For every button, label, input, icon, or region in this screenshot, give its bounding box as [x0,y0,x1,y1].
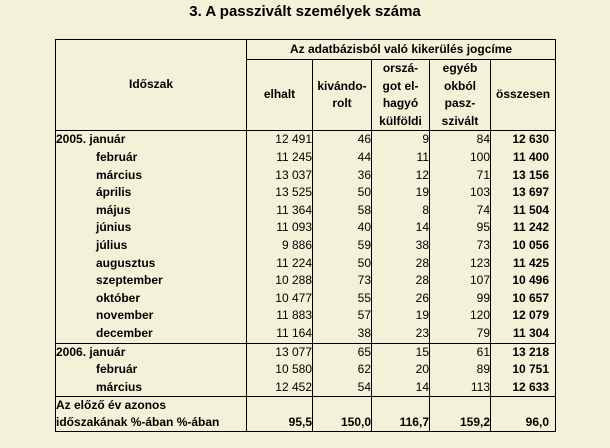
footer-value-cell: 96,0 [491,397,556,432]
row-value-cell: 28 [372,255,430,273]
row-value-cell: 99 [430,290,491,308]
row-value-cell: 9 [372,131,430,149]
row-value-cell: 61 [430,343,491,361]
footer-value-cell: 150,0 [313,397,372,432]
row-value-cell: 11 224 [247,255,313,273]
table-row [56,272,556,290]
row-value-cell: 103 [430,184,491,202]
row-period-label: október [56,290,247,308]
row-period-label: december [56,325,247,343]
row-period-label: február [56,149,247,167]
row-value-cell: 10 580 [247,361,313,379]
row-value-cell: 40 [313,219,372,237]
row-value-cell: 11 364 [247,202,313,220]
group-header: Az adatbázisból való kikerülés jogcíme [247,40,556,60]
row-value-cell: 36 [313,167,372,185]
page-title: 3. A passzivált személyek száma [189,3,421,20]
row-value-cell: 74 [430,202,491,220]
row-value-cell: 11 093 [247,219,313,237]
footer-value-cell: 159,2 [430,397,491,432]
row-value-cell: 10 288 [247,272,313,290]
row-value-cell: 11 304 [491,325,556,343]
row-value-cell: 79 [430,325,491,343]
row-value-cell: 100 [430,149,491,167]
row-value-cell: 46 [313,131,372,149]
row-value-cell: 11 164 [247,325,313,343]
row-value-cell: 13 697 [491,184,556,202]
row-value-cell: 13 218 [491,343,556,361]
row-period-label: március [56,379,247,397]
row-period-label: 2006. január [56,343,247,361]
row-period-label: május [56,202,247,220]
row-value-cell: 13 077 [247,343,313,361]
row-value-cell: 11 [372,149,430,167]
footer-label-line2: időszakának %-ában %-ában [56,415,220,430]
row-value-cell: 12 079 [491,307,556,325]
row-value-cell: 73 [313,272,372,290]
row-period-label: július [56,237,247,255]
row-value-cell: 89 [430,361,491,379]
row-period-label: november [56,307,247,325]
row-value-cell: 12 630 [491,131,556,149]
row-value-cell: 38 [372,237,430,255]
row-value-cell: 62 [313,361,372,379]
table-row [56,325,556,343]
row-value-cell: 13 525 [247,184,313,202]
period-header: Időszak [56,40,247,131]
row-period-label: augusztus [56,255,247,273]
table-row [56,237,556,255]
row-value-cell: 57 [313,307,372,325]
row-value-cell: 55 [313,290,372,308]
table-row [56,149,556,167]
table-row [56,167,556,185]
row-value-cell: 10 657 [491,290,556,308]
row-value-cell: 95 [430,219,491,237]
row-value-cell: 11 400 [491,149,556,167]
row-value-cell: 12 452 [247,379,313,397]
footer-value-cell: 116,7 [372,397,430,432]
col-kulfoldi-header: orszá- got el- hagyó külföldi [372,60,430,131]
row-period-label: március [56,167,247,185]
row-value-cell: 54 [313,379,372,397]
row-value-cell: 11 245 [247,149,313,167]
table-row [56,361,556,379]
row-value-cell: 9 886 [247,237,313,255]
table-row [56,290,556,308]
row-value-cell: 44 [313,149,372,167]
row-period-label: szeptember [56,272,247,290]
table-row [56,255,556,273]
row-value-cell: 120 [430,307,491,325]
data-table [55,39,556,432]
row-value-cell: 38 [313,325,372,343]
row-value-cell: 15 [372,343,430,361]
row-value-cell: 71 [430,167,491,185]
row-value-cell: 12 491 [247,131,313,149]
footer-value-cell: 95,5 [247,397,313,432]
row-value-cell: 8 [372,202,430,220]
row-value-cell: 14 [372,219,430,237]
row-period-label: június [56,219,247,237]
row-value-cell: 12 633 [491,379,556,397]
row-value-cell: 10 496 [491,272,556,290]
row-value-cell: 11 242 [491,219,556,237]
row-value-cell: 113 [430,379,491,397]
row-value-cell: 65 [313,343,372,361]
row-value-cell: 19 [372,184,430,202]
footer-label-line1: Az előző év azonos [56,398,167,413]
row-value-cell: 10 477 [247,290,313,308]
table-row [56,307,556,325]
footer-row [56,397,556,432]
row-value-cell: 73 [430,237,491,255]
table-row [56,343,556,361]
row-value-cell: 11 504 [491,202,556,220]
table-row [56,184,556,202]
row-value-cell: 11 883 [247,307,313,325]
row-value-cell: 20 [372,361,430,379]
col-osszesen-header: összesen [491,60,556,131]
col-elhalt-header: elhalt [247,60,313,131]
row-value-cell: 11 425 [491,255,556,273]
row-period-label: 2005. január [56,131,247,149]
row-value-cell: 10 056 [491,237,556,255]
row-value-cell: 14 [372,379,430,397]
row-value-cell: 50 [313,184,372,202]
row-value-cell: 10 751 [491,361,556,379]
row-period-label: április [56,184,247,202]
row-value-cell: 28 [372,272,430,290]
table-row [56,379,556,397]
row-value-cell: 23 [372,325,430,343]
row-value-cell: 123 [430,255,491,273]
row-value-cell: 107 [430,272,491,290]
footer-label [56,397,247,432]
row-value-cell: 19 [372,307,430,325]
row-value-cell: 13 037 [247,167,313,185]
row-value-cell: 26 [372,290,430,308]
col-egyeb-header: egyéb okból pasz- szivált [430,60,491,131]
row-value-cell: 59 [313,237,372,255]
table-row [56,202,556,220]
col-kivandorolt-header: kivándo- rolt [313,60,372,131]
row-value-cell: 84 [430,131,491,149]
row-period-label: február [56,361,247,379]
row-value-cell: 12 [372,167,430,185]
row-value-cell: 13 156 [491,167,556,185]
row-value-cell: 58 [313,202,372,220]
table-row [56,219,556,237]
row-value-cell: 50 [313,255,372,273]
table-row [56,131,556,149]
